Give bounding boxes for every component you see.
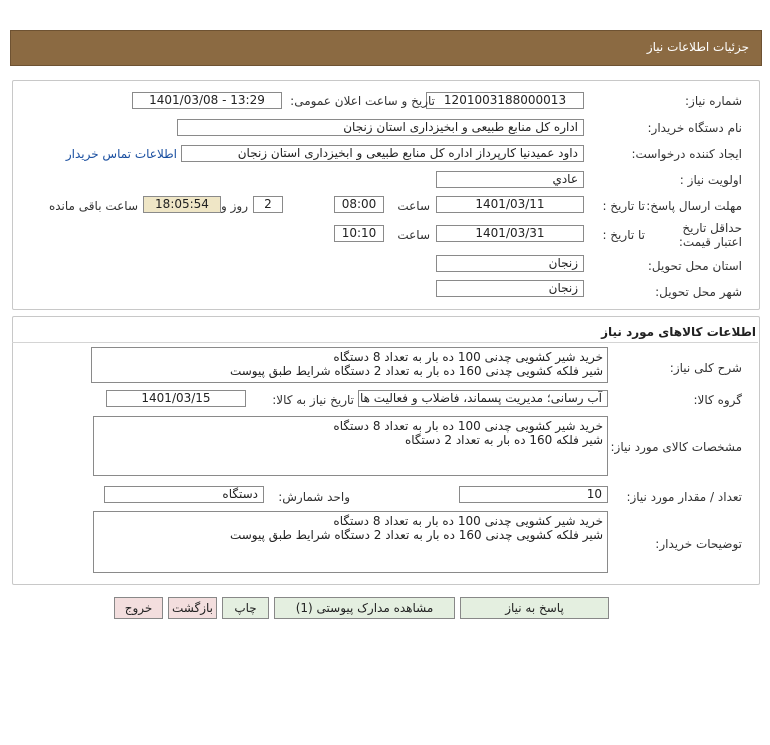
city-label: شهر محل تحویل:	[655, 285, 742, 299]
deadline-label: مهلت ارسال پاسخ:	[646, 199, 742, 213]
unit-label: واحد شمارش:	[278, 490, 350, 504]
buyer-notes-label: توضیحات خریدار:	[655, 537, 742, 551]
buyer-contact-link[interactable]: اطلاعات تماس خریدار	[65, 147, 177, 161]
requester-field: داود عمیدنیا کارپرداز اداره کل منابع طبیعی و ابخیزداری استان زنجان	[181, 145, 584, 162]
unit-field: دستگاه	[104, 486, 264, 503]
remaining-time-field: 18:05:54	[143, 196, 221, 213]
buyer-field: اداره کل منابع طبیعی و ابخیزداری استان زنجان	[177, 119, 584, 136]
deadline-to-date-label: تا تاریخ :	[602, 199, 645, 213]
validity-time-label: ساعت	[397, 228, 430, 242]
specs-label: مشخصات کالای مورد نیاز:	[610, 440, 742, 454]
need-details-panel	[12, 80, 760, 310]
need-number-field: 1201003188000013	[426, 92, 584, 109]
page-title: جزئیات اطلاعات نیاز	[646, 40, 749, 54]
goods-group-field: آب رسانی؛ مدیریت پسماند، فاضلاب و فعالیت ها	[358, 390, 608, 407]
need-number-label: شماره نیاز:	[685, 94, 742, 108]
exit-button[interactable]: خروج	[114, 597, 163, 619]
city-field: زنجان	[436, 280, 584, 297]
need-date-label: تاریخ نیاز به کالا:	[272, 393, 354, 407]
page-header	[10, 30, 762, 66]
summary-label: شرح کلی نیاز:	[669, 361, 742, 375]
need-date-field: 1401/03/15	[106, 390, 246, 407]
section-divider	[12, 342, 758, 343]
validity-time-field: 10:10	[334, 225, 384, 242]
quantity-field: 10	[459, 486, 608, 503]
back-button[interactable]: بازگشت	[168, 597, 217, 619]
deadline-date-field: 1401/03/11	[436, 196, 584, 213]
specs-field: خرید شیر کشویی چدنی 100 ده بار به تعداد 8 دستگاه شیر فلکه 160 ده بار به تعداد 2 دستگاه	[93, 416, 608, 476]
reply-button[interactable]: پاسخ به نیاز	[460, 597, 609, 619]
deadline-time-field: 08:00	[334, 196, 384, 213]
summary-field: خرید شیر کشویی چدنی 100 ده بار به تعداد 8 دستگاه شیر فلکه کشویی چدنی 160 ده بار به تعداد 2 دستگاه شرایط طبق پیوست	[91, 347, 608, 383]
province-label: استان محل تحویل:	[647, 259, 742, 273]
print-button[interactable]: چاپ	[222, 597, 269, 619]
announce-label: تاریخ و ساعت اعلان عمومی:	[290, 94, 435, 108]
announce-date-field: 1401/03/08 - 13:29	[132, 92, 282, 109]
validity-date-field: 1401/03/31	[436, 225, 584, 242]
requester-label: ایجاد کننده درخواست:	[631, 147, 742, 161]
priority-label: اولویت نیاز :	[679, 173, 742, 187]
priority-field: عادي	[436, 171, 584, 188]
goods-group-label: گروه کالا:	[693, 393, 742, 407]
days-label: روز و	[221, 199, 248, 213]
remaining-label: ساعت باقی مانده	[48, 199, 138, 213]
view-attachments-button[interactable]: مشاهده مدارک پیوستی (1)	[274, 597, 455, 619]
buyer-label: نام دستگاه خریدار:	[647, 121, 742, 135]
province-field: زنجان	[436, 255, 584, 272]
quantity-label: تعداد / مقدار مورد نیاز:	[626, 490, 742, 504]
validity-to-date-label: تا تاریخ :	[602, 228, 645, 242]
days-remaining-field: 2	[253, 196, 283, 213]
deadline-time-label: ساعت	[397, 199, 430, 213]
goods-section-title: اطلاعات کالاهای مورد نیاز	[601, 325, 756, 339]
validity-label: حداقل تاریخ اعتبار قیمت:	[678, 221, 742, 249]
buyer-notes-field: خرید شیر کشویی چدنی 100 ده بار به تعداد 8 دستگاه شیر فلکه کشویی چدنی 160 ده بار به تعداد 2 دستگاه شرایط طبق پیوست	[93, 511, 608, 573]
